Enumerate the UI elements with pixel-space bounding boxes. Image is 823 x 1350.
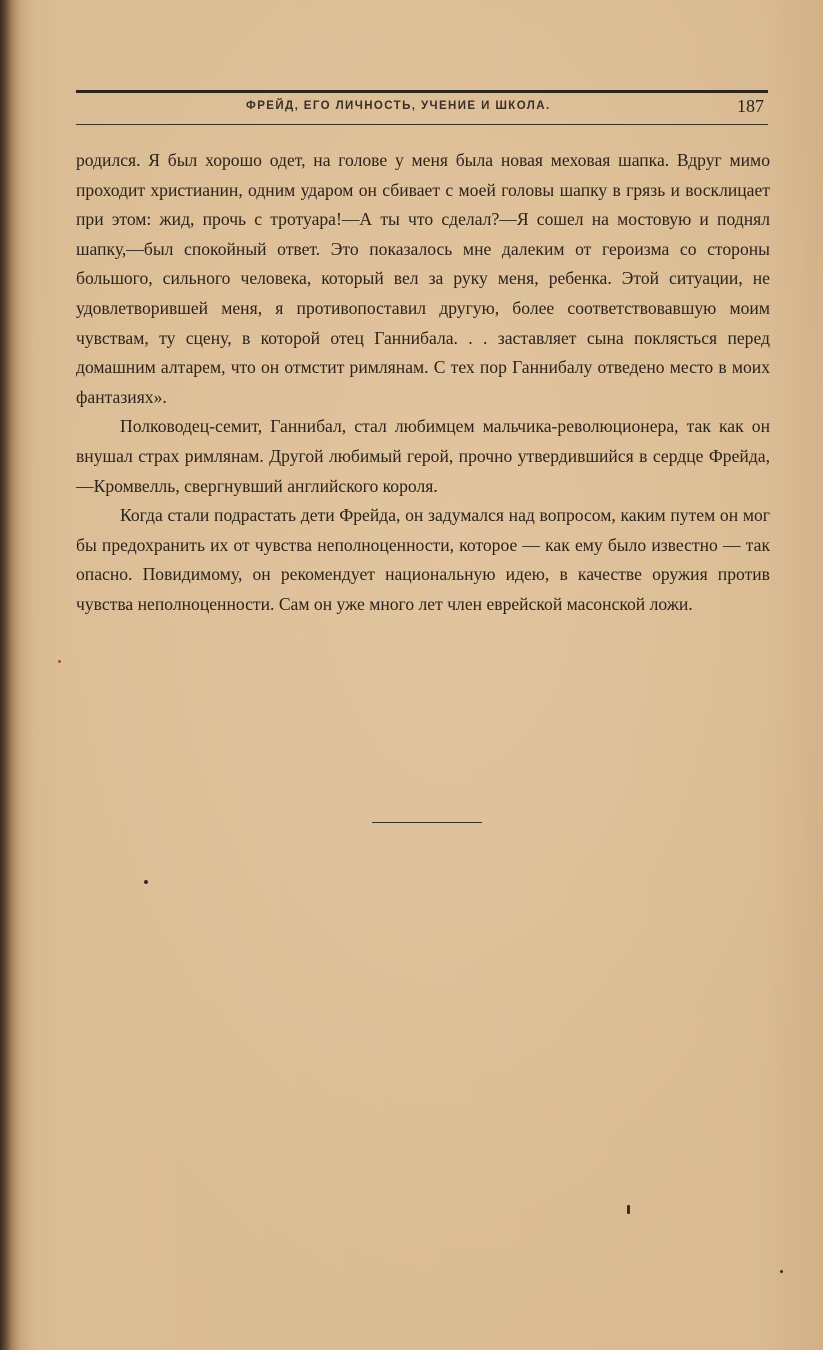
paragraph-children: Когда стали подрастать дети Фрейда, он задумался над вопросом, каким путем он мог бы предохранить их от чувства неполноценности, которое — как ему было известно — так опасно. Повидимому, он рекомендует национальную идею, в качестве оружия против чувства неполноценности. Сам он уже много лет член еврейской масонской ложи. [76,505,770,614]
body-text [76,146,770,620]
ink-speck [144,880,148,884]
page-number: 187 [737,96,764,116]
paragraph-continued: родился. Я был хорошо одет, на голове у меня была новая меховая шапка. Вдруг мимо проходит христианин, одним ударом он сбивает с моей головы шапку в грязь и восклицает при этом: жид, прочь с тротуара!—А ты что сделал?—Я сошел на мостовую и поднял шапку,—был спокойный ответ. Это показалось мне далеким от героизма со стороны большого, сильного человека, который вел за руку меня, ребенка. Этой ситуации, не удовлетворившей меня, я противопоставил другую, более соответствовавшую моим чувствам, ту сцену, в которой отец Ганнибала. . . заставляет сына поклясться перед домашним алтарем, что он отмстит римлянам. С тех пор Ганнибалу отведено место в моих фантазиях». [76,150,770,407]
ink-speck [780,1270,783,1273]
header-rule-top [76,90,768,93]
running-title: ФРЕЙД, ЕГО ЛИЧНОСТЬ, УЧЕНИЕ И ШКОЛА. [246,100,551,112]
ink-speck [627,1205,630,1214]
header-rule-bottom [76,124,768,125]
ink-speck [58,660,61,663]
running-head [76,97,768,119]
section-end-rule [372,822,482,823]
paragraph-hannibal: Полководец-семит, Ганнибал, стал любимцем мальчика-революционера, так как он внушал страх римлянам. Другой любимый герой, прочно утвердившийся в сердце Фрейда,—Кромвелль, свергнувший английского короля. [76,416,770,496]
